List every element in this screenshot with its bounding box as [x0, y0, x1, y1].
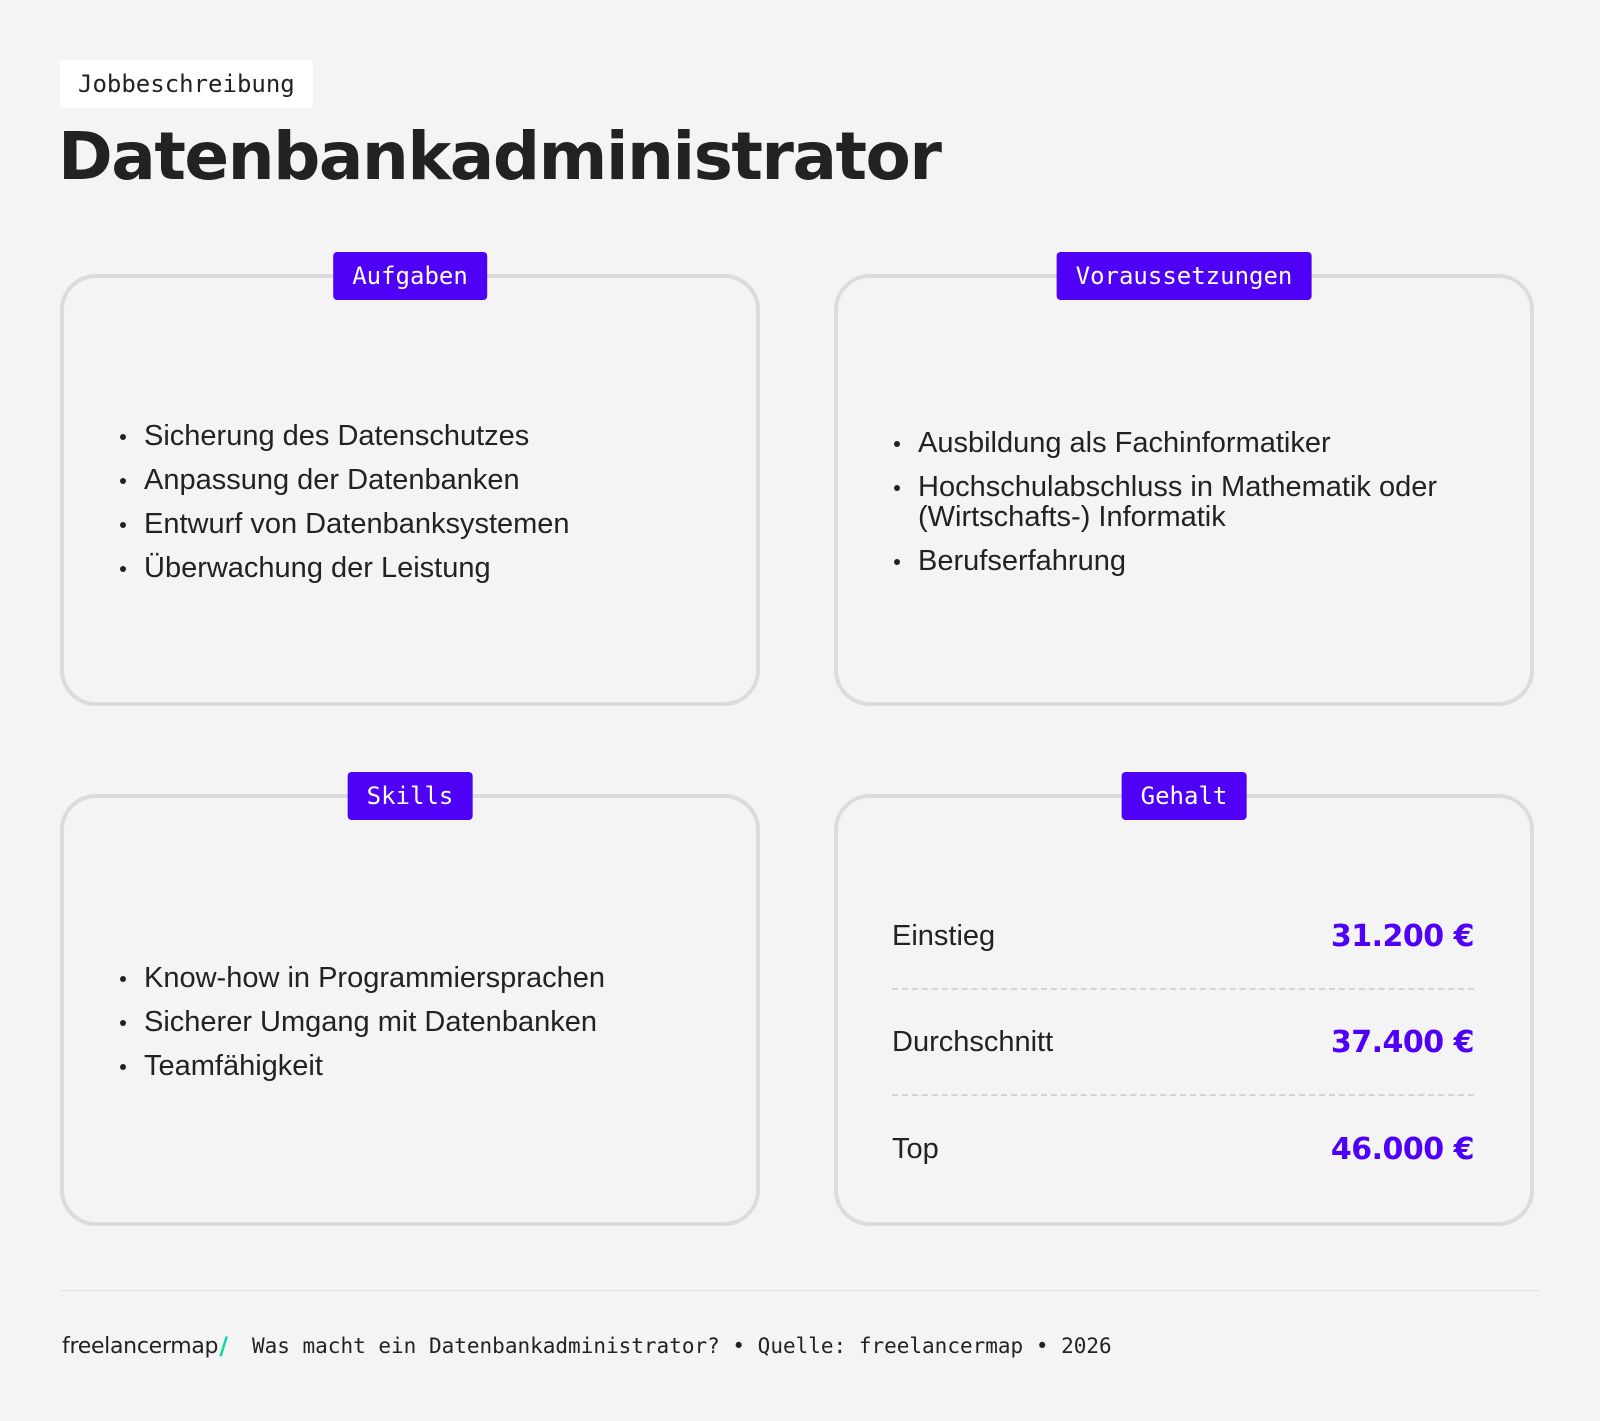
list-item: Entwurf von Datenbanksystemen — [116, 509, 570, 539]
salary-value: 37.400 € — [1330, 1024, 1474, 1060]
card-tag-aufgaben: Aufgaben — [333, 252, 487, 300]
card-voraussetzungen — [834, 262, 1534, 706]
card-body — [116, 302, 716, 702]
list-item: Berufserfahrung — [890, 546, 1474, 576]
list-item: Überwachung der Leistung — [116, 553, 570, 583]
salary-label: Top — [892, 1132, 939, 1165]
card-tag-gehalt: Gehalt — [1122, 772, 1247, 820]
card-body — [890, 302, 1474, 702]
salary-row — [892, 884, 1474, 990]
card-gehalt — [834, 782, 1534, 1226]
eyebrow-label: Jobbeschreibung — [60, 60, 313, 108]
salary-label: Durchschnitt — [892, 1025, 1054, 1058]
salary-row — [892, 990, 1474, 1096]
freelancermap-logo: freelancermap — [62, 1333, 219, 1359]
list-item: Teamfähigkeit — [116, 1051, 605, 1081]
footer-caption: Was macht ein Datenbankadministrator? • Quelle: freelancermap • 2026 — [251, 1334, 1112, 1358]
card-tag-skills: Skills — [348, 772, 473, 820]
list-item: Hochschulabschluss in Mathematik oder (Wirtschafts-) Informatik — [890, 472, 1474, 532]
card-skills — [60, 782, 760, 1226]
list-item: Anpassung der Datenbanken — [116, 465, 570, 495]
list-item: Sicherer Umgang mit Datenbanken — [116, 1007, 605, 1037]
list-item: Ausbildung als Fachinformatiker — [890, 428, 1474, 458]
footer-divider — [60, 1290, 1540, 1291]
card-tag-voraussetzungen: Voraussetzungen — [1057, 252, 1312, 300]
skills-list — [116, 963, 605, 1081]
card-aufgaben — [60, 262, 760, 706]
page-title: Datenbankadministrator — [58, 118, 941, 195]
salary-label: Einstieg — [892, 919, 996, 952]
salary-table — [892, 884, 1474, 1202]
salary-row — [892, 1096, 1474, 1202]
task-list — [116, 421, 570, 583]
salary-value: 31.200 € — [1330, 918, 1474, 954]
list-item: Sicherung des Datenschutzes — [116, 421, 570, 451]
requirements-list — [890, 428, 1474, 576]
logo-slash-mark: / — [219, 1332, 228, 1360]
card-body — [116, 822, 716, 1222]
salary-value: 46.000 € — [1330, 1131, 1474, 1167]
list-item: Know-how in Programmiersprachen — [116, 963, 605, 993]
footer — [62, 1332, 1112, 1360]
